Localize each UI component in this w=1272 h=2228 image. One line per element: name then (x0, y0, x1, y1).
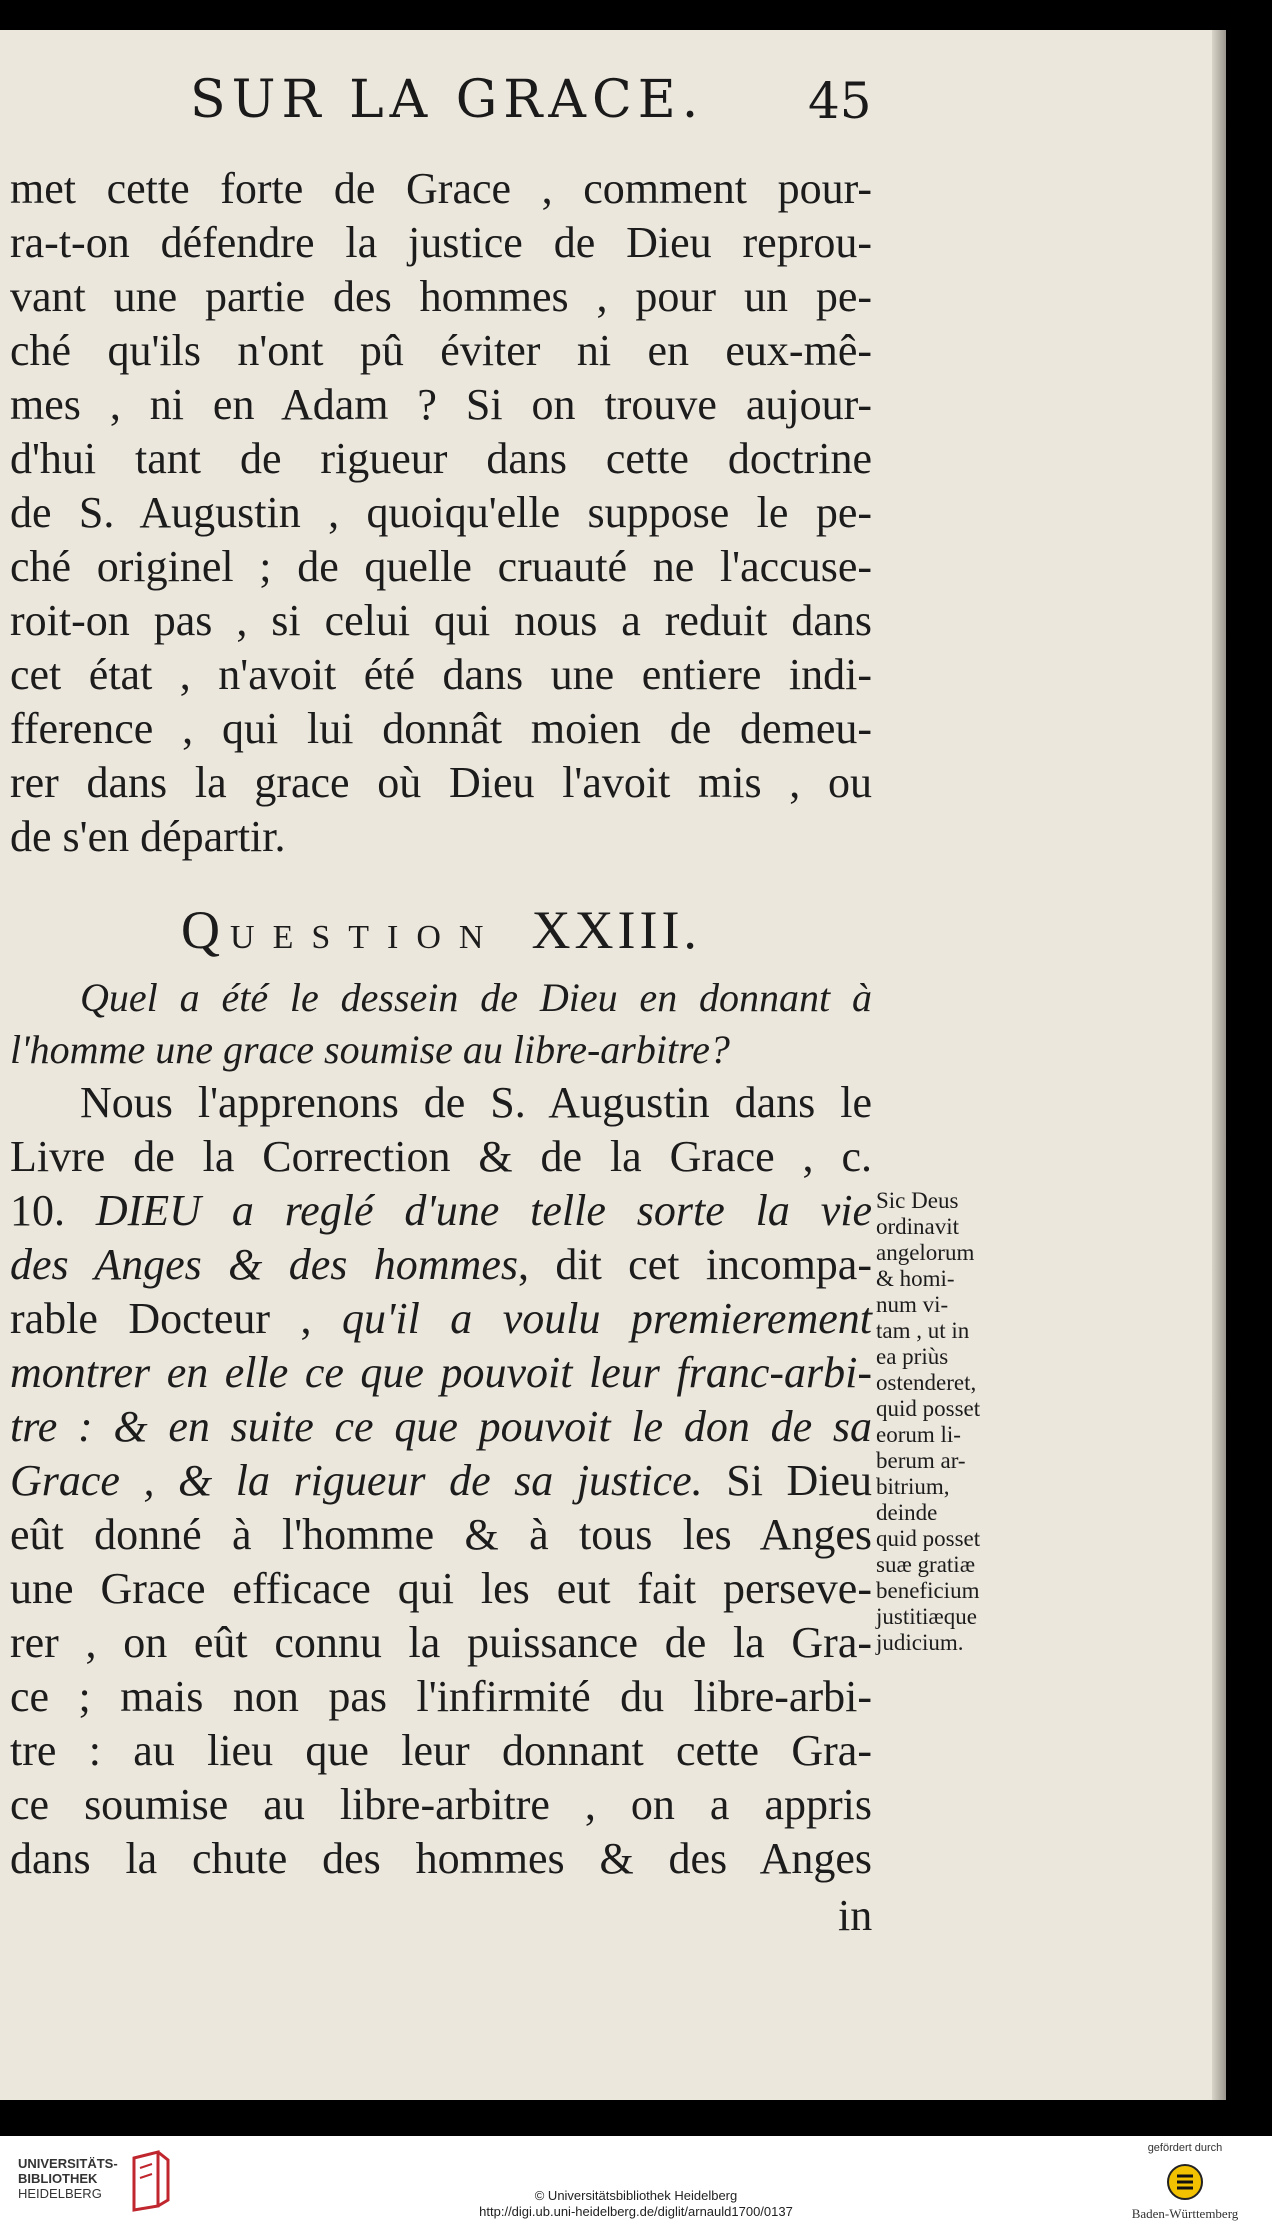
margin-note-line: eorum li- (876, 1422, 961, 1447)
text-line: met cette forte de Grace , comment pour- (10, 164, 872, 213)
text-line: tre : & en suite ce que pouvoit le don de sa (10, 1402, 872, 1451)
margin-note-line: judicium. (876, 1630, 964, 1655)
text-roman: , dit cet incompa- (517, 1240, 872, 1289)
running-head: SUR LA GRACE. (190, 70, 705, 130)
text-line: vant une partie des hommes , pour un pe- (10, 272, 872, 321)
library-name-line: UNIVERSITÄTS- (18, 2156, 118, 2171)
margin-note-line: ea priùs (876, 1344, 949, 1369)
text-line: de S. Augustin , quoiqu'elle suppose le pe- (10, 488, 872, 537)
margin-note-line: & homi- (876, 1266, 955, 1291)
copyright-text: © Universitätsbibliothek Heidelberg (534, 2188, 738, 2203)
text-italic: DIEU a reglé d'une telle sorte la vie (95, 1186, 872, 1235)
viewer-footer (0, 2136, 1272, 2228)
margin-note-line: berum ar- (876, 1448, 966, 1473)
margin-note-line: deinde (876, 1500, 938, 1525)
margin-note-line: Sic Deus (876, 1188, 959, 1213)
question-initial: Q (181, 900, 231, 960)
question-heading (10, 888, 872, 972)
catchword: in (838, 1891, 873, 1940)
state-seal-icon (1165, 2162, 1205, 2202)
body-text (10, 162, 872, 1886)
text-line: roit-on pas , si celui qui nous a reduit dans (10, 596, 872, 645)
text-line: ce soumise au libre-arbitre , on a appris (10, 1780, 872, 1829)
margin-note-line: tam , ut in (876, 1318, 970, 1343)
library-name-line: HEIDELBERG (18, 2186, 102, 2201)
margin-note-line: ostenderet, (876, 1370, 977, 1395)
margin-note-line: ordinavit (876, 1214, 960, 1239)
margin-note (876, 1188, 1026, 1656)
text-line (10, 1238, 872, 1292)
margin-note-line: angelorum (876, 1240, 975, 1265)
funder-block (1110, 2142, 1260, 2222)
margin-note-line: quid posset (876, 1396, 981, 1421)
text-line: tre : au lieu que leur donnant cette Gra- (10, 1726, 872, 1775)
question-number: XXIII. (531, 900, 701, 960)
text-line: ché originel ; de quelle cruauté ne l'accuse- (10, 542, 872, 591)
margin-note-line: beneficium (876, 1578, 980, 1603)
state-name: Baden-Württemberg (1131, 2206, 1239, 2221)
text-roman: Si Dieu (726, 1456, 872, 1505)
text-line: ché qu'ils n'ont pû éviter ni en eux-mê- (10, 326, 872, 375)
paragraph-1 (10, 162, 872, 864)
library-name-line: BIBLIOTHEK (18, 2171, 98, 2186)
margin-note-line: bitrium, (876, 1474, 950, 1499)
text-line: cet état , n'avoit été dans une entiere indi- (10, 650, 872, 699)
text-roman: 10. (10, 1186, 65, 1235)
text-line: ce ; mais non pas l'infirmité du libre-arbi- (10, 1672, 872, 1721)
text-line: mes , ni en Adam ? Si on trouve aujour- (10, 380, 872, 429)
permalink[interactable]: http://digi.ub.uni-heidelberg.de/diglit/arnauld1700/0137 (479, 2204, 793, 2219)
text-line (10, 1184, 872, 1238)
margin-note-line: quid posset (876, 1526, 981, 1551)
margin-note-line: num vi- (876, 1292, 949, 1317)
text-line: une Grace efficace qui les eut fait perseve- (10, 1564, 872, 1613)
subquestion (10, 972, 872, 1076)
text-line (10, 1292, 872, 1346)
text-line: rer dans la grace où Dieu l'avoit mis , ou (10, 758, 872, 807)
text-line: eût donné à l'homme & à tous les Anges (10, 1510, 872, 1559)
text-italic: Grace , & la rigueur de sa justice. (10, 1456, 703, 1505)
text-line (10, 1454, 872, 1508)
subquestion-line: l'homme une grace soumise au libre-arbitre? (10, 1027, 730, 1072)
text-line: rer , on eût connu la puissance de la Gra- (10, 1618, 872, 1667)
text-line: Nous l'apprenons de S. Augustin dans le (80, 1078, 872, 1127)
text-italic: qu'il a voulu premierement (341, 1294, 872, 1343)
margin-note-line: suæ gratiæ (876, 1552, 976, 1577)
question-word: UESTION (230, 919, 502, 956)
text-line: ra-t-on défendre la justice de Dieu reprou- (10, 218, 872, 267)
text-line: Livre de la Correction & de la Grace , c. (10, 1132, 872, 1181)
page-number: 45 (808, 72, 872, 130)
margin-note-line: justitiæque (876, 1604, 977, 1629)
paragraph-2 (10, 1076, 872, 1886)
copyright-block (0, 2188, 1272, 2220)
funded-by-label: gefördert durch (1147, 2142, 1223, 2154)
text-line: fference , qui lui donnât moien de demeu- (10, 704, 872, 753)
text-line: montrer en elle ce que pouvoit leur franc-arbi- (10, 1348, 872, 1397)
page-edge (1212, 30, 1226, 2100)
text-line: dans la chute des hommes & des Anges (10, 1834, 872, 1883)
subquestion-line: Quel a été le dessein de Dieu en donnant à (80, 975, 872, 1020)
text-italic: des Anges & des hommes (10, 1240, 518, 1289)
text-roman: rable Docteur , (10, 1294, 312, 1343)
text-line: de s'en départir. (10, 812, 286, 861)
text-line: d'hui tant de rigueur dans cette doctrine (10, 434, 872, 483)
